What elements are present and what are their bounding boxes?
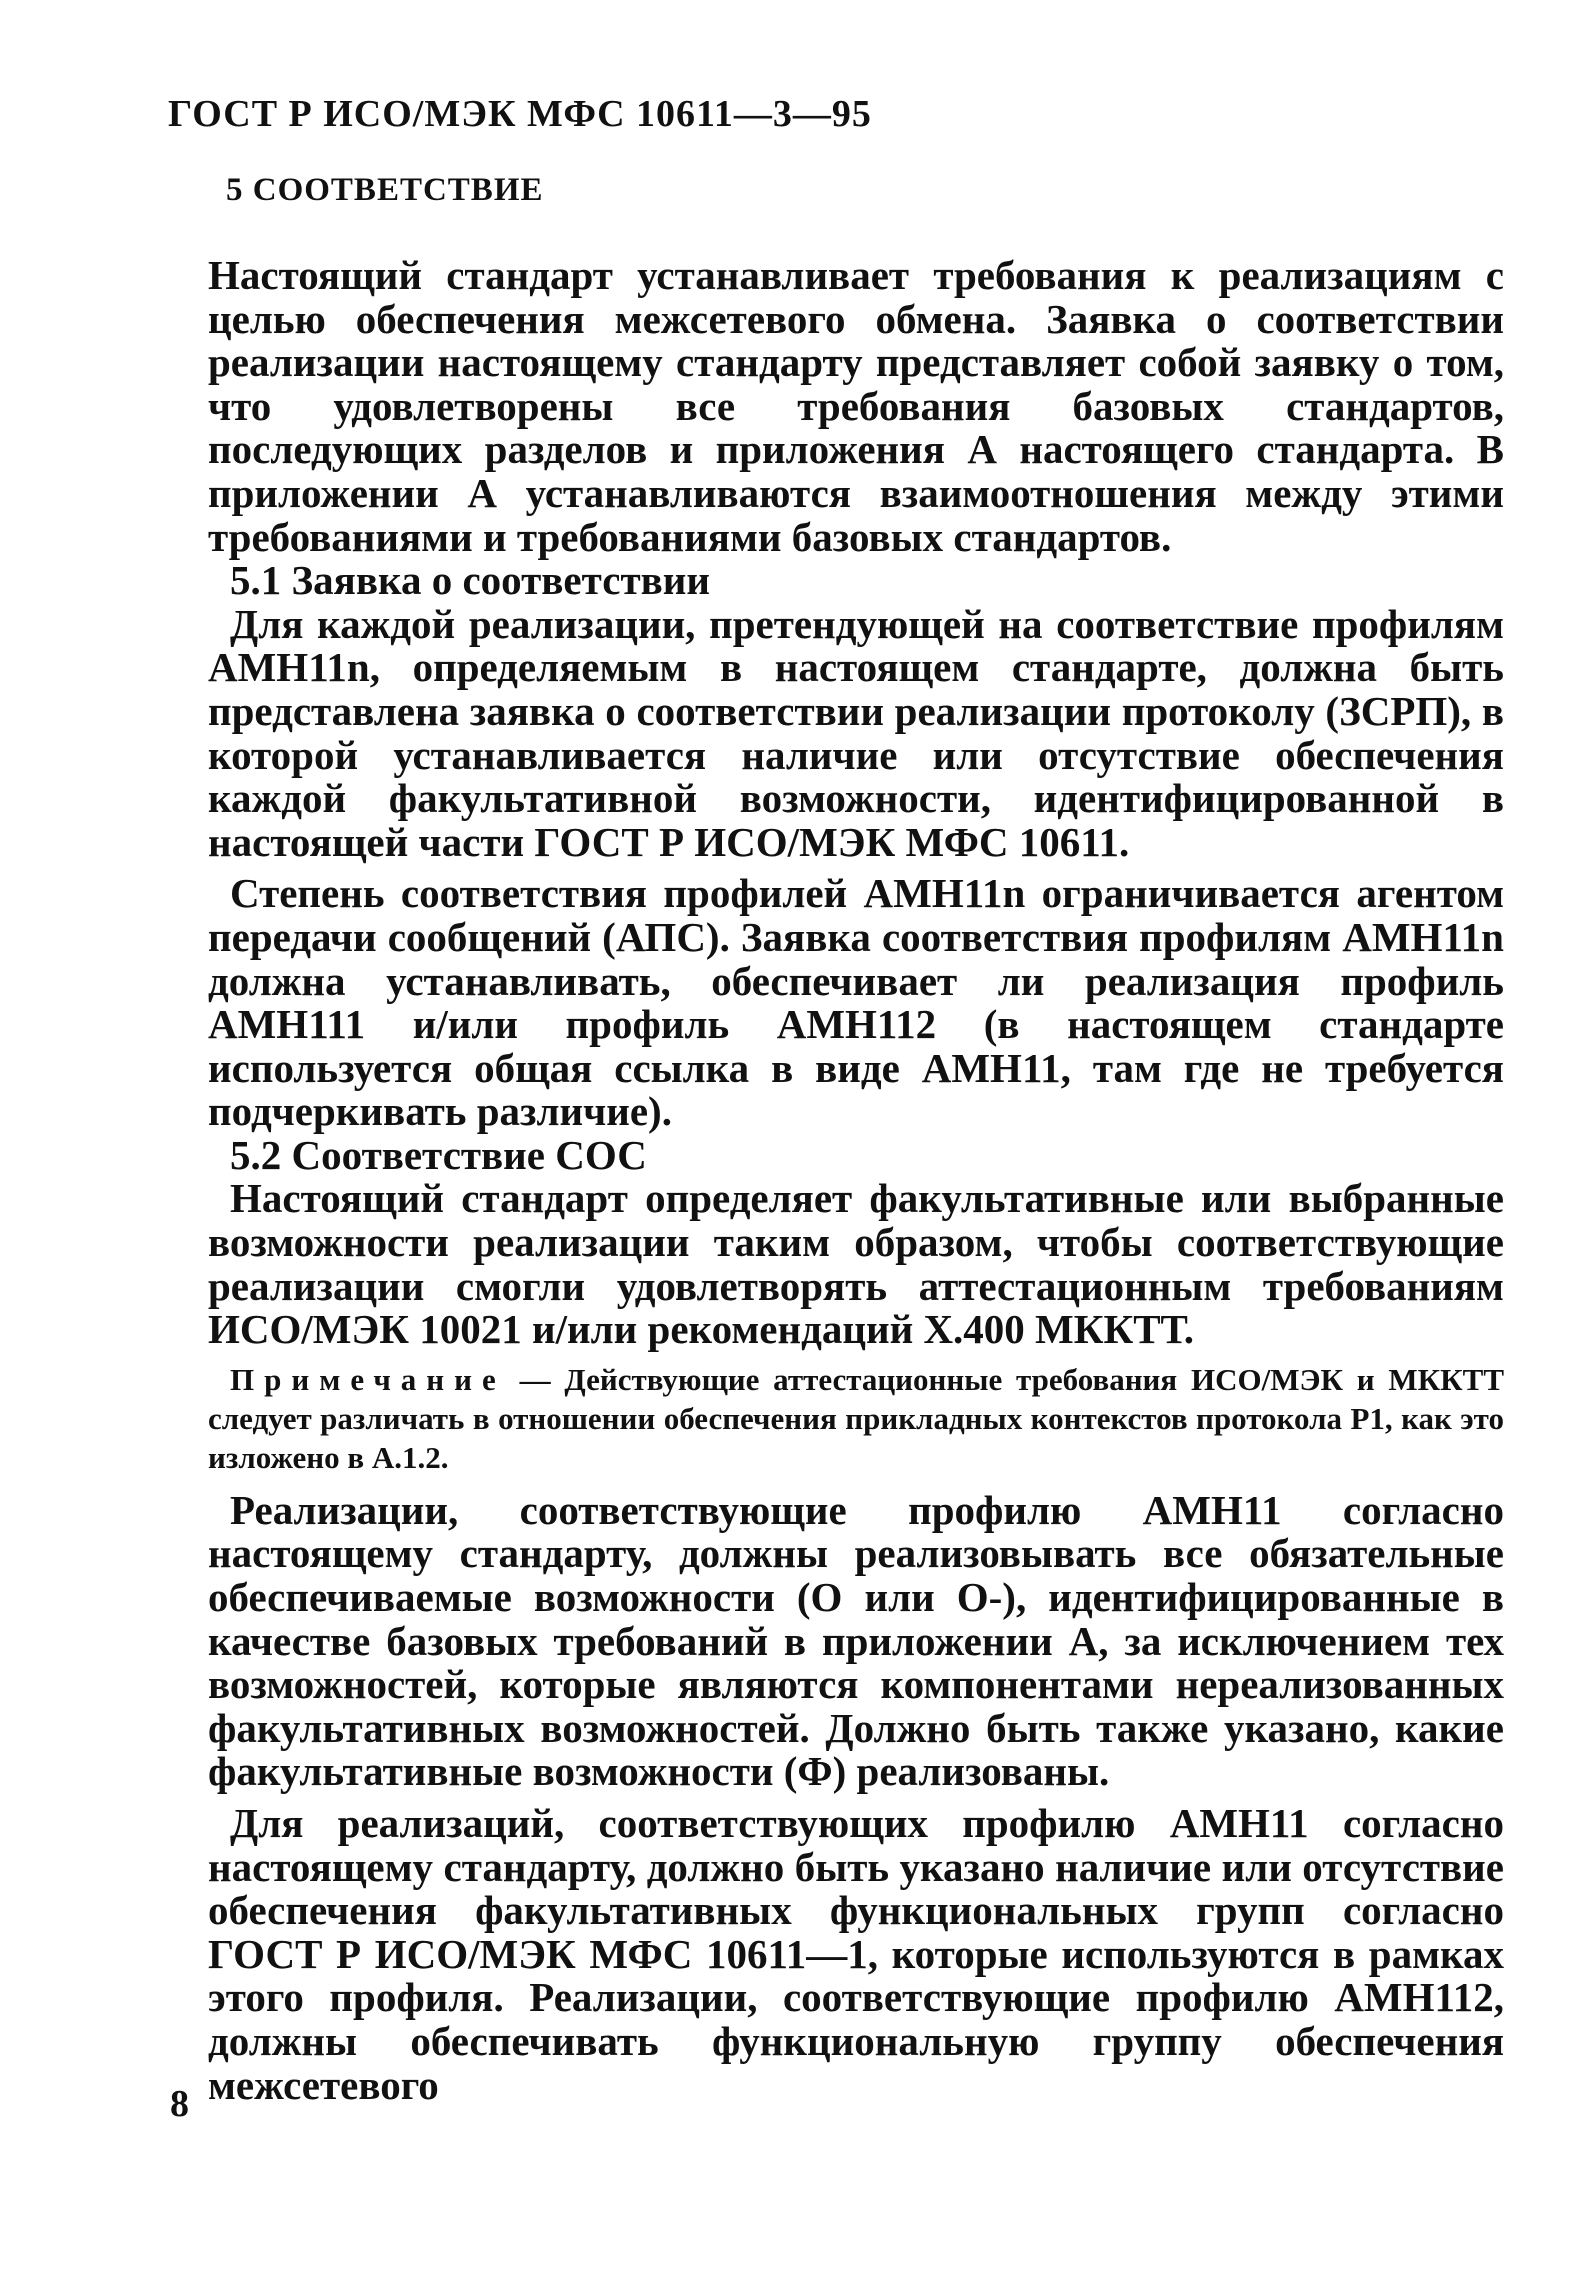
note [208, 1360, 1504, 1477]
note-text: — Действующие аттестационные требования ИСО/МЭК и МККТТ следует различать в отношении обеспечения прикладных контекстов протокола Р1, как это изложено в А.1.2. [208, 1361, 1504, 1475]
subsection-5-2-paragraph-3: Для реализаций, соответствующих профилю АМН11 согласно настоящему стандарту, должно быть указано наличие или отсутствие обеспечения факультативных функциональных групп согласно ГОСТ Р ИСО/МЭК МФС 10611—1, которые используются в рамках этого профиля. Реализации, соответствующие профилю АМН112, должны обеспечивать функциональную группу обеспечения межсетевого [208, 1800, 1504, 2108]
subsection-5-2-title: 5.2 Соответствие СОС [230, 1131, 647, 1178]
subsection-5-1-paragraph-2: Степень соответствия профилей АМН11n ограничивается агентом передачи сообщений (АПС). Заявка соответствия профилям АМН11n должна устанавливать, обеспечивает ли реализация профиль АМН111 и/или профиль АМН112 (в настоящем стандарте используется общая ссылка в виде АМН11, там где не требуется подчеркивать различие). [208, 870, 1504, 1135]
note-label: Примечание [230, 1361, 506, 1397]
document-body [208, 248, 1504, 2107]
section-heading: 5 СООТВЕТСТВИЕ [226, 172, 544, 208]
subsection-5-1-paragraph-1: Для каждой реализации, претендующей на соответствие профилям АМН11n, определяемым в настоящем стандарте, должна быть представлена заявка о соответствии реализации протоколу (ЗСРП), в которой устанавливается наличие или отсутствие обеспечения каждой факультативной возможности, идентифицированной в настоящей части ГОСТ Р ИСО/МЭК МФС 10611. [208, 600, 1504, 865]
intro-paragraph: Настоящий стандарт устанавливает требования к реализациям с целью обеспечения межсетевого обмена. Заявка о соответствии реализации настоящему стандарту представляет собой заявку о том, что удовлетворены все требования базовых стандартов, последующих разделов и приложения А настоящего стандарта. В приложении А устанавливаются взаимоотношения между этими требованиями и требованиями базовых стандартов. [208, 252, 1504, 560]
page-number: 8 [170, 2083, 189, 2125]
document-header: ГОСТ Р ИСО/МЭК МФС 10611—3—95 [168, 93, 872, 135]
subsection-5-1-title: 5.1 Заявка о соответствии [230, 557, 710, 604]
subsection-5-2-paragraph-2: Реализации, соответствующие профилю АМН11 согласно настоящему стандарту, должны реализовывать все обязательные обеспечиваемые возможности (О или О-), идентифицированные в качестве базовых требований в приложении А, за исключением тех возможностей, которые являются компонентами нереализованных факультативных возможностей. Должно быть также указано, какие факультативные возможности (Ф) реализованы. [208, 1486, 1504, 1795]
subsection-5-2-paragraph-1: Настоящий стандарт определяет факультативные или выбранные возможности реализации таким образом, чтобы соответствующие реализации смогли удовлетворять аттестационным требованиям ИСО/МЭК 10021 и/или рекомендаций Х.400 МККТТ. [208, 1175, 1504, 1353]
